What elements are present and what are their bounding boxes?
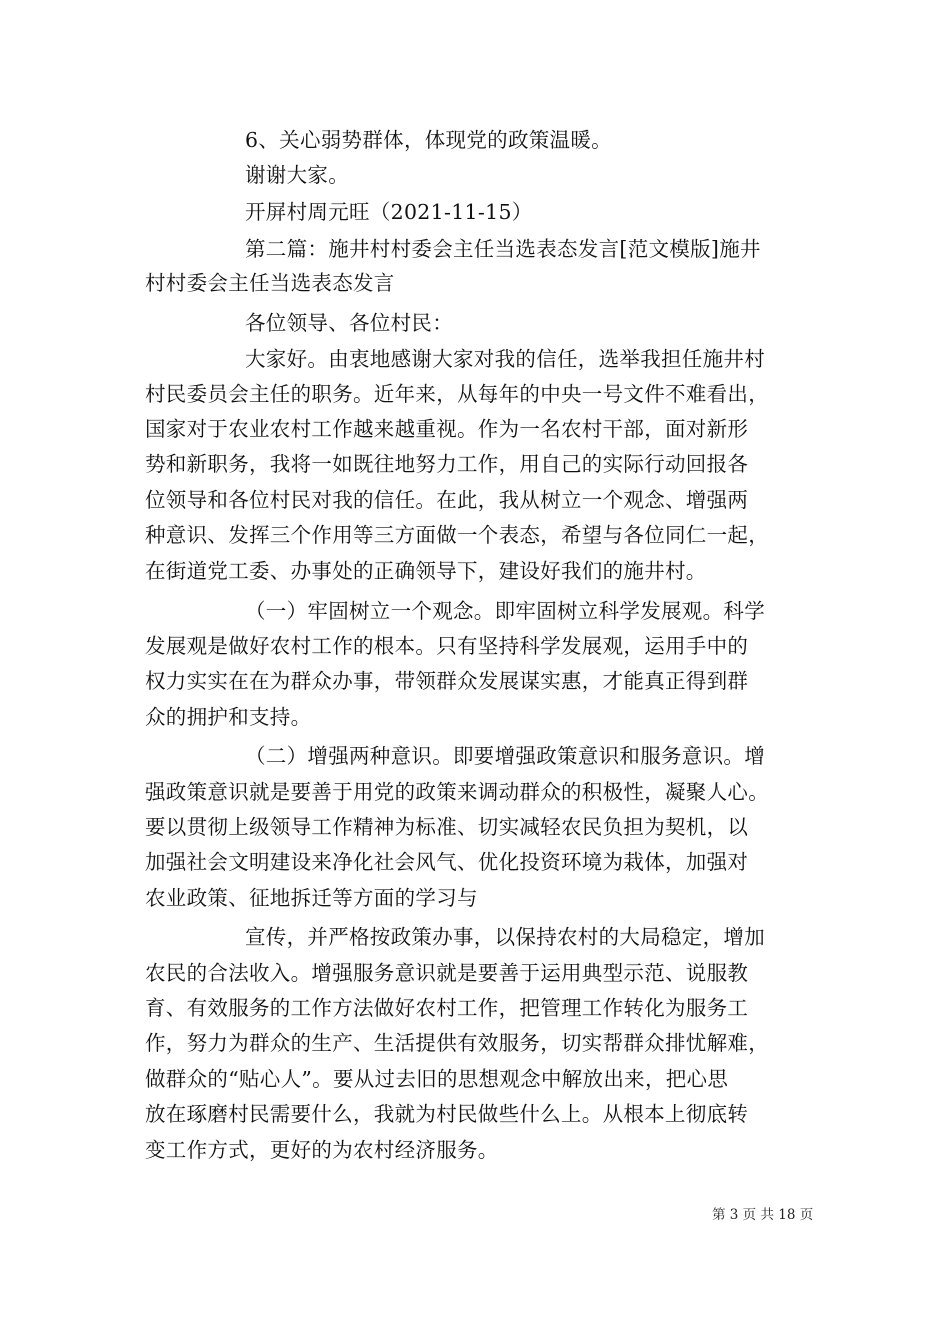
paragraph-line: （二）增强两种意识。即要增强政策意识和服务意识。增 [245,744,765,768]
paragraph-line: 作，努力为群众的生产、生活提供有效服务，切实帮群众排忧解难， [145,1031,769,1055]
paragraph-line: 种意识、发挥三个作用等三方面做一个表态，希望与各位同仁一起， [145,523,769,547]
paragraph-line: 强政策意识就是要善于用党的政策来调动群众的积极性，凝聚人心。 [145,780,769,804]
paragraph-line: 宣传，并严格按政策办事，以保持农村的大局稳定，增加 [245,925,765,949]
paragraph-line: 在街道党工委、办事处的正确领导下，建设好我们的施井村。 [145,559,707,583]
paragraph-line: 权力实实在在为群众办事，带领群众发展谋实惠，才能真正得到群 [145,669,749,693]
section-title-line-1: 第二篇：施井村村委会主任当选表态发言[范文模版]施井 [245,237,761,261]
paragraph-line: 农业政策、征地拆迁等方面的学习与 [145,886,478,910]
paragraph-line: 农民的合法收入。增强服务意识就是要善于运用典型示范、说服教 [145,961,749,985]
section-title-line-2: 村村委会主任当选表态发言 [145,271,395,295]
paragraph-line: 国家对于农业农村工作越来越重视。作为一名农村干部，面对新形 [145,417,749,441]
paragraph-line: 变工作方式，更好的为农村经济服务。 [145,1138,499,1162]
paragraph-line: 众的拥护和支持。 [145,705,312,729]
paragraph-line: 发展观是做好农村工作的根本。只有坚持科学发展观，运用手中的 [145,634,749,658]
paragraph-line: 育、有效服务的工作方法做好农村工作，把管理工作转化为服务工 [145,996,749,1020]
paragraph-line: （一）牢固树立一个观念。即牢固树立科学发展观。科学 [245,599,765,623]
closing-thanks: 谢谢大家。 [245,163,349,187]
paragraph-line: 位领导和各位村民对我的信任。在此，我从树立一个观念、增强两 [145,488,749,512]
paragraph-line: 大家好。由衷地感谢大家对我的信任，选举我担任施井村 [245,347,765,371]
list-item-6: 6、关心弱势群体，体现党的政策温暖。 [245,128,612,152]
paragraph-line: 要以贯彻上级领导工作精神为标准、切实减轻农民负担为契机，以 [145,815,749,839]
paragraph-line: 做群众的“贴心人”。要从过去旧的思想观念中解放出来，把心思 [145,1067,729,1091]
paragraph-line: 势和新职务，我将一如既往地努力工作，用自己的实际行动回报各 [145,452,749,476]
paragraph-line: 加强社会文明建设来净化社会风气、优化投资环境为栽体，加强对 [145,850,749,874]
paragraph-line: 放在琢磨村民需要什么，我就为村民做些什么上。从根本上彻底转 [145,1102,749,1126]
page-number-footer: 第 3 页 共 18 页 [712,1207,814,1223]
paragraph-line: 村民委员会主任的职务。近年来，从每年的中央一号文件不难看出， [145,382,769,406]
author-date-line: 开屏村周元旺（2021-11-15） [245,200,533,224]
salutation: 各位领导、各位村民： [245,311,453,335]
